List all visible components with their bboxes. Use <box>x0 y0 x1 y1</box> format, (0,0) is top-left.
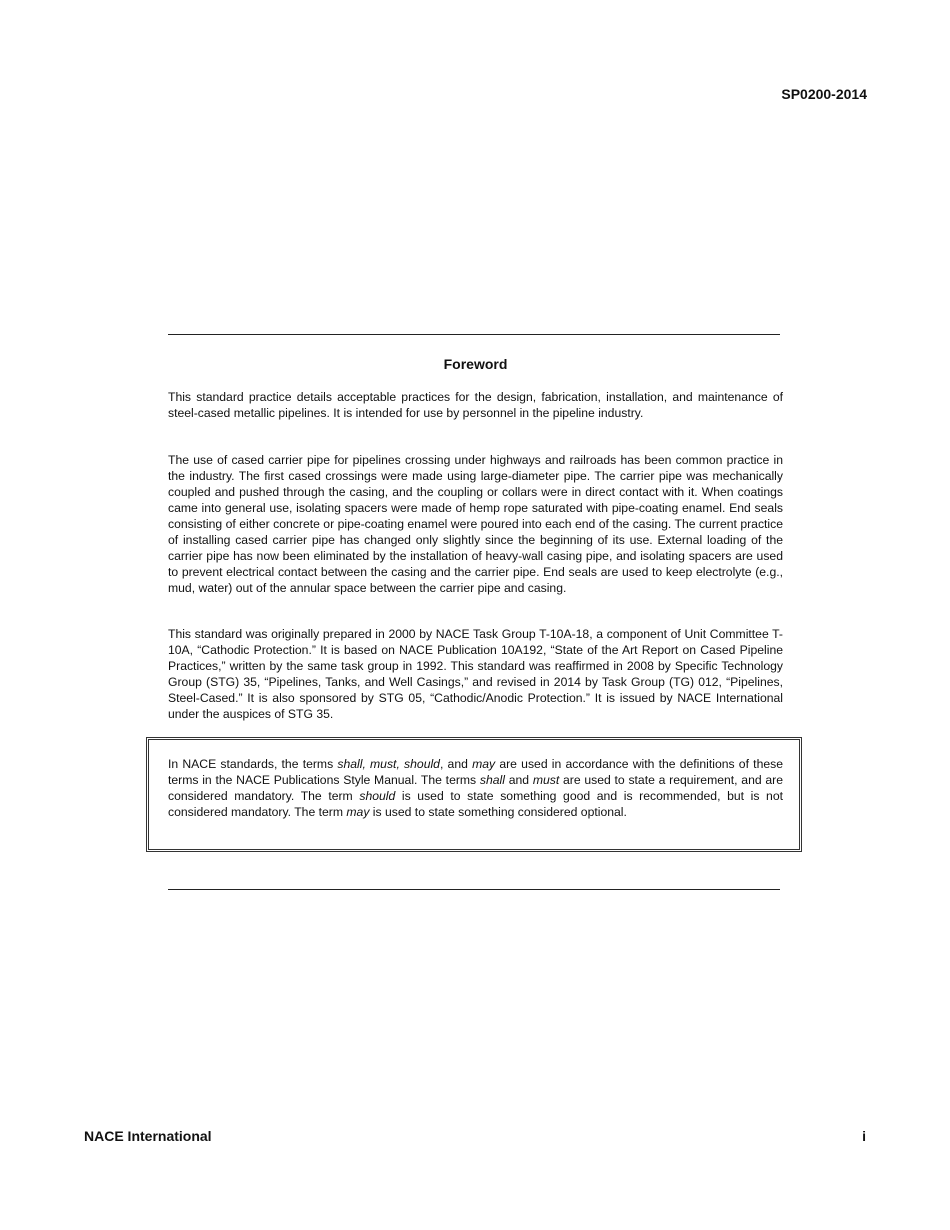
paragraph-3: This standard was originally prepared in 2000 by NACE Task Group T-10A-18, a component of Unit Committee T-10A, “Cathodic Protection.” It is based on NACE Publication 10A192, “State of the Art Report on Cased Pipeline Practices,” written by the same task group in 1992. This standard was reaffirmed in 2008 by Specific Technology Group (STG) 35, “Pipelines, Tanks, and Well Casings,” and revised in 2014 by Task Group (TG) 012, “Pipelines, Steel-Cased.” It is also sponsored by STG 05, “Cathodic/Anodic Protection.” It is issued by NACE International under the auspices of STG 35. <box>168 627 783 721</box>
terminology-notice-text <box>168 757 783 821</box>
notice-text-segment: are used to state a requirement, and are considered mandatory. The term <box>168 772 784 803</box>
notice-text-segment: , and <box>439 757 473 771</box>
bottom-divider <box>168 889 780 890</box>
notice-text-segment: is used to state something considered optional. <box>369 804 627 819</box>
page-number: i <box>862 1128 866 1144</box>
term-shall-must: shall, must, <box>337 757 400 771</box>
notice-text-segment: is used to state something good and is recommended, but is not considered mandatory. The term <box>168 788 784 819</box>
notice-text-segment: are used in accordance with the definitions of these terms in the NACE Publications Style Manual. The terms <box>168 757 783 787</box>
term-shall: shall <box>479 772 505 787</box>
term-may: may <box>346 804 370 819</box>
footer-organization: NACE International <box>84 1128 212 1144</box>
term-may: may <box>472 757 496 771</box>
term-must: must <box>532 772 560 787</box>
document-code: SP0200-2014 <box>781 86 867 102</box>
top-divider <box>168 334 780 335</box>
notice-text-segment: and <box>504 772 533 787</box>
notice-text-segment: In NACE standards, the terms <box>168 757 338 771</box>
section-title: Foreword <box>443 356 508 372</box>
term-should: should <box>359 788 396 803</box>
term-should: should <box>404 757 440 771</box>
paragraph-1: This standard practice details acceptable practices for the design, fabrication, installation, and maintenance of steel-cased metallic pipelines. It is intended for use by personnel in the pipeline industry. <box>168 390 783 420</box>
terminology-notice-box <box>146 737 802 852</box>
paragraph-2: The use of cased carrier pipe for pipelines crossing under highways and railroads has been common practice in the industry. The first cased crossings were made using large-diameter pipe. The carrier pipe was mechanically coupled and pushed through the casing, and the coupling or collars were in direct contact with it. When coatings came into general use, isolating spacers were made of hemp rope saturated with pipe-coating enamel. End seals consisting of either concrete or pipe-coating enamel were poured into each end of the casing. The current practice of installing cased carrier pipe has changed only slightly since the beginning of its use. External loading of the carrier pipe has now been eliminated by the installation of heavy-wall casing pipe, and isolating spacers are used to prevent electrical contact between the casing and the carrier pipe. End seals are used to keep electrolyte (e.g., mud, water) out of the annular space between the carrier pipe and casing. <box>168 453 783 595</box>
